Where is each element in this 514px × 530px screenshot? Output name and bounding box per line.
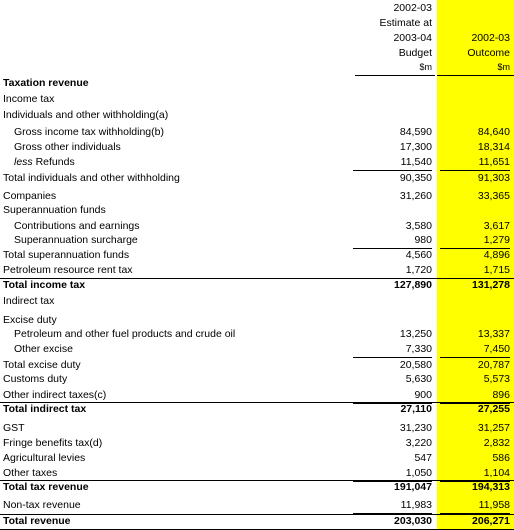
row-rule-full [0, 402, 514, 403]
estimate-value: 900 [414, 389, 432, 401]
row-label-text: Total income tax [3, 279, 86, 291]
table-row [0, 342, 514, 357]
row-rule-full [0, 278, 514, 279]
row-label [3, 498, 81, 513]
row-label-text: Superannuation surcharge [14, 234, 138, 246]
table-row [0, 189, 514, 204]
row-label-text: Refunds [35, 156, 75, 168]
estimate-value: 31,260 [399, 190, 432, 202]
outcome-value: 896 [492, 389, 510, 401]
row-label-text: Fringe benefits tax(d) [3, 437, 103, 449]
row-label [14, 342, 73, 357]
row-label [14, 233, 138, 248]
outcome-value: 27,255 [477, 403, 510, 415]
table-row [0, 155, 514, 170]
row-rule-full [0, 514, 514, 515]
outcome-value: 13,337 [477, 328, 510, 340]
outcome-value: 20,787 [477, 359, 510, 371]
outcome-header-year: 2002-03 [471, 32, 510, 44]
row-label-text: Companies [3, 190, 57, 202]
estimate-value: 1,720 [405, 264, 432, 276]
outcome-value: 18,314 [477, 141, 510, 153]
table-row [0, 233, 514, 248]
row-label [3, 313, 57, 328]
row-label-text: Other indirect taxes(c) [3, 389, 107, 401]
row-label [3, 108, 168, 123]
row-label-text: Superannuation funds [3, 204, 106, 216]
outcome-value: 4,896 [483, 249, 510, 261]
outcome-value: 11,958 [478, 499, 510, 511]
row-label [3, 421, 25, 436]
row-label [3, 514, 71, 529]
row-label [14, 327, 235, 342]
row-label [3, 171, 180, 186]
table-row [0, 451, 514, 466]
estimate-value: 203,030 [394, 515, 432, 527]
row-label-text: Total superannuation funds [3, 249, 130, 261]
row-label-text: GST [3, 422, 25, 434]
estimate-value: 3,580 [405, 220, 432, 232]
row-label-text: Petroleum and other fuel products and crude oil [14, 328, 236, 340]
table-row [0, 327, 514, 342]
estimate-header-year: 2002-03 [393, 2, 432, 14]
outcome-value: 206,271 [472, 515, 510, 527]
row-label [3, 480, 89, 495]
table-row [0, 436, 514, 451]
estimate-header-budget-year: 2003-04 [393, 32, 432, 44]
table-row [0, 358, 514, 373]
table-row [0, 108, 514, 123]
row-label-text: Other taxes [3, 467, 58, 479]
outcome-value: 31,257 [477, 422, 510, 434]
table-row [0, 480, 514, 495]
row-label [3, 402, 86, 417]
row-label-text: Taxation revenue [3, 77, 89, 89]
row-label [3, 189, 56, 204]
outcome-value: 84,640 [477, 126, 510, 138]
estimate-value: 7,330 [405, 343, 432, 355]
estimate-value: 11,983 [400, 499, 432, 511]
outcome-value: 5,573 [483, 373, 510, 385]
table-row [0, 466, 514, 481]
row-label [14, 140, 121, 155]
row-label-text: Other excise [14, 343, 73, 355]
row-label-text: Total revenue [3, 515, 71, 527]
row-label-text: Total excise duty [3, 359, 81, 371]
outcome-value: 1,279 [483, 234, 510, 246]
table-row [0, 248, 514, 263]
row-label-text: Excise duty [3, 314, 57, 326]
row-label-text: Total individuals and other withholding [3, 172, 180, 184]
row-label [3, 294, 54, 309]
estimate-value: 127,890 [394, 279, 432, 291]
row-label-text: Indirect tax [3, 295, 55, 307]
table-row [0, 125, 514, 140]
row-label [14, 219, 140, 234]
estimate-value: 191,047 [394, 481, 432, 493]
table-row [0, 278, 514, 293]
estimate-value: 547 [414, 452, 432, 464]
table-row [0, 263, 514, 278]
estimate-header-unit: $m [419, 62, 432, 72]
outcome-value: 2,832 [483, 437, 510, 449]
table-row [0, 76, 514, 91]
row-label [14, 155, 75, 170]
row-label-prefix: less [14, 156, 36, 168]
row-label-text: Total tax revenue [3, 481, 89, 493]
estimate-value: 13,250 [399, 328, 432, 340]
table-row [0, 514, 514, 529]
estimate-value: 31,230 [399, 422, 432, 434]
outcome-value: 91,303 [477, 172, 510, 184]
table-row [0, 203, 514, 218]
row-label [3, 436, 102, 451]
estimate-header-budget: Budget [398, 47, 432, 59]
row-label-text: Gross income tax withholding(b) [14, 126, 164, 138]
outcome-value: 586 [492, 452, 510, 464]
table-row [0, 219, 514, 234]
table-row [0, 171, 514, 186]
row-label-text: Petroleum resource rent tax [3, 264, 133, 276]
table-row [0, 294, 514, 309]
table-row [0, 421, 514, 436]
outcome-value: 131,278 [472, 279, 510, 291]
row-label [3, 203, 106, 218]
estimate-value: 11,540 [400, 156, 432, 168]
table-row [0, 498, 514, 513]
row-label [3, 388, 106, 403]
estimate-value: 980 [414, 234, 432, 246]
estimate-value: 17,300 [399, 141, 432, 153]
row-label-text: Non-tax revenue [3, 499, 81, 511]
row-label [3, 76, 89, 91]
outcome-value: 194,313 [472, 481, 510, 493]
row-label-text: Individuals and other withholding(a) [3, 109, 169, 121]
row-label-text: Customs duty [3, 373, 68, 385]
row-label-text: Income tax [3, 93, 55, 105]
row-label [3, 278, 85, 293]
row-label [3, 451, 85, 466]
row-label [3, 466, 57, 481]
row-label [14, 125, 164, 140]
row-label-text: Gross other individuals [14, 141, 121, 153]
outcome-value: 1,104 [483, 467, 510, 479]
table-row [0, 402, 514, 417]
row-label [3, 248, 129, 263]
row-rule-full [0, 480, 514, 481]
row-label [3, 92, 54, 107]
table-row [0, 313, 514, 328]
outcome-value: 11,651 [478, 156, 510, 168]
outcome-value: 33,365 [477, 190, 510, 202]
row-label [3, 372, 67, 387]
estimate-value: 20,580 [399, 359, 432, 371]
estimate-value: 90,350 [399, 172, 432, 184]
row-label-text: Total indirect tax [3, 403, 87, 415]
estimate-value: 5,630 [405, 373, 432, 385]
estimate-value: 1,050 [405, 467, 432, 479]
table-row [0, 372, 514, 387]
outcome-header-unit: $m [497, 62, 510, 72]
row-label [3, 358, 81, 373]
estimate-value: 84,590 [399, 126, 432, 138]
outcome-value: 3,617 [483, 220, 510, 232]
table-row [0, 388, 514, 403]
row-label-text: Agricultural levies [3, 452, 86, 464]
estimate-value: 27,110 [400, 403, 432, 415]
row-label-text: Contributions and earnings [14, 220, 140, 232]
outcome-value: 7,450 [483, 343, 510, 355]
estimate-header-label: Estimate at [379, 17, 432, 29]
estimate-value: 4,560 [405, 249, 432, 261]
estimate-value: 3,220 [405, 437, 432, 449]
table-row [0, 92, 514, 107]
row-label [3, 263, 133, 278]
table-row [0, 140, 514, 155]
outcome-header-label: Outcome [467, 47, 510, 59]
outcome-value: 1,715 [483, 264, 510, 276]
